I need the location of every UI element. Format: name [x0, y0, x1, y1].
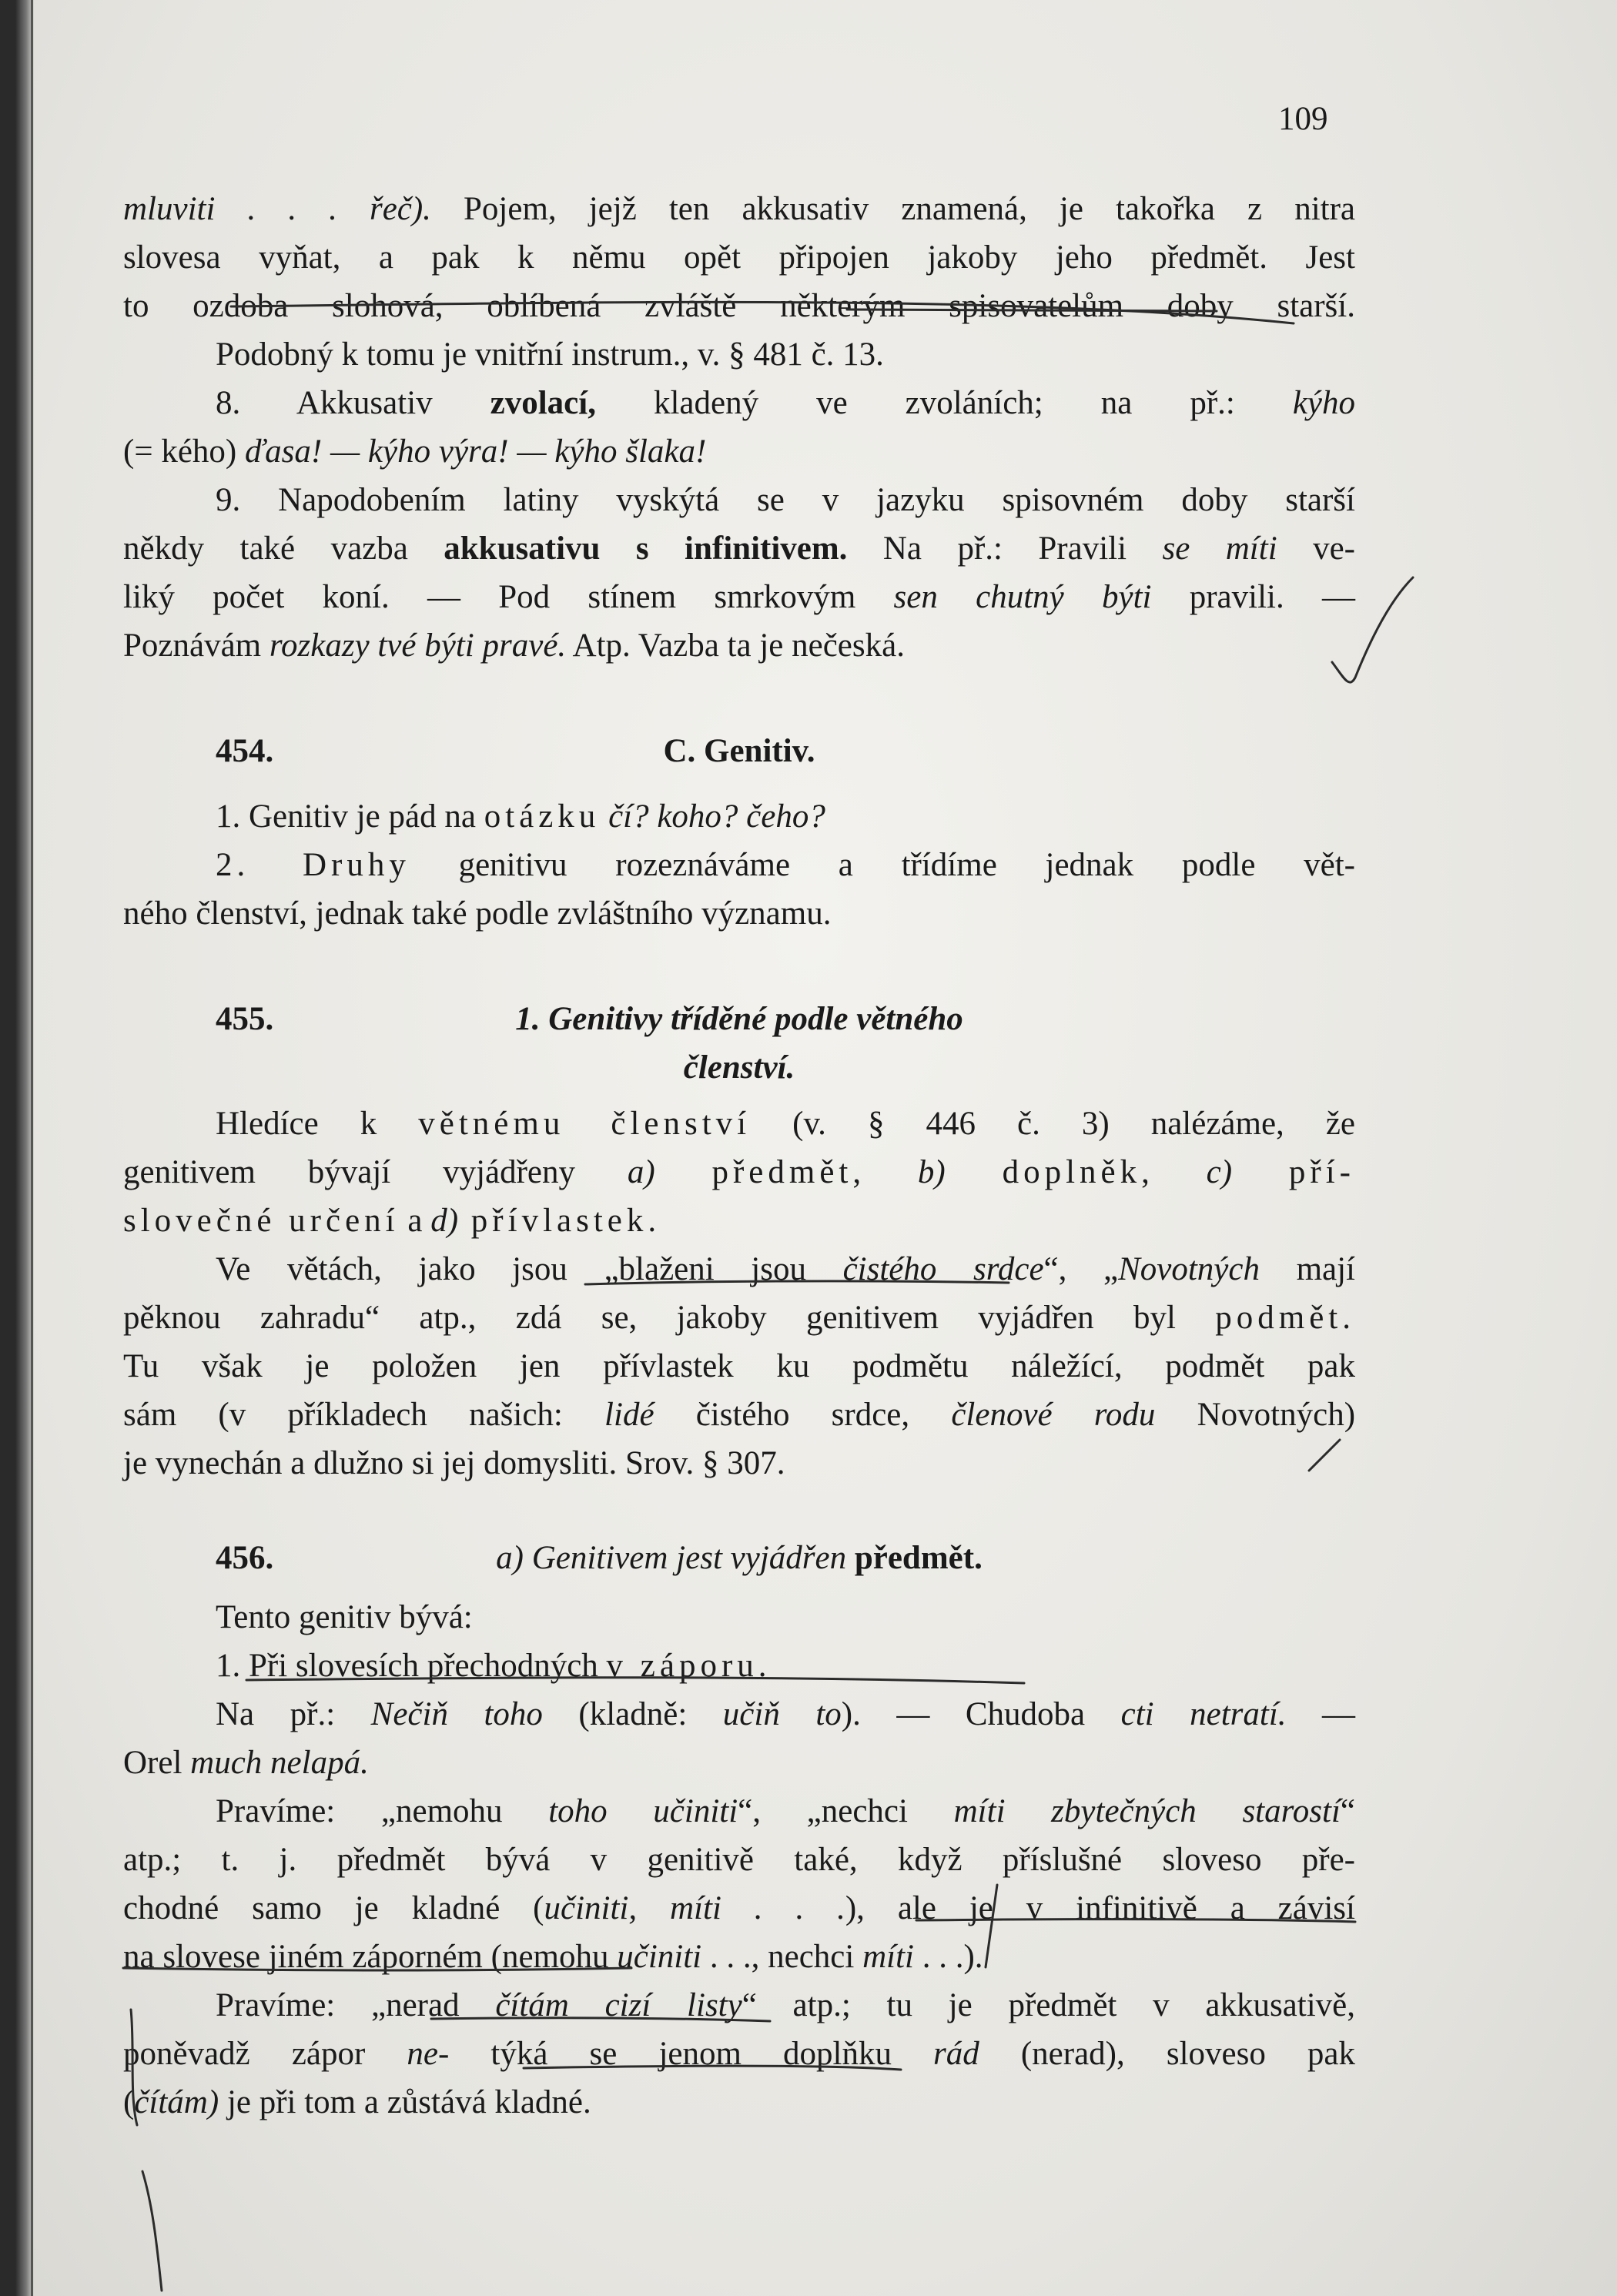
span: Hledíce k [216, 1106, 419, 1142]
section-454-heading [123, 727, 1355, 775]
span: cti netratí. [1120, 1696, 1287, 1732]
span: větnému členství [418, 1106, 752, 1142]
span: genitivem bývají vyjádřeny [123, 1154, 628, 1190]
section-455-paragraph-2-line-1 [123, 1245, 1355, 1294]
section-title [123, 1534, 1355, 1582]
span: (kladně: [542, 1696, 723, 1732]
span: učiniti [617, 1939, 702, 1975]
section-454-paragraph-2-line-2: ného členství, jednak také podle zvláštního významu. [123, 895, 832, 932]
span: předmět. [854, 1540, 983, 1576]
paragraph-4-line-3 [123, 573, 1355, 621]
section-number: 456. [216, 1540, 274, 1576]
span: někdy také vazba [123, 530, 444, 567]
span: Pravíme: „nemohu [216, 1793, 549, 1829]
span: míti [862, 1939, 914, 1975]
span: je při tom a zůstává kladné. [219, 2084, 591, 2120]
section-title-line-2: členství. [683, 1049, 795, 1086]
section-title: C. Genitiv. [663, 733, 815, 769]
page-number: 109 [1278, 101, 1328, 137]
margin-mark [142, 2171, 162, 2291]
span: ve- [1277, 530, 1355, 567]
span: pří- [1232, 1154, 1355, 1190]
span: rád [933, 2036, 979, 2072]
span: mluviti . . . řeč). [123, 191, 431, 227]
span: lidé [604, 1397, 654, 1433]
span: otázku [484, 798, 601, 835]
span: ), ale je v infinitivě a závisí [845, 1890, 1355, 1926]
span: 1. Genitiv je pád na [216, 798, 484, 835]
span: kýho [1292, 385, 1355, 421]
span: (= kého) [123, 433, 245, 470]
paragraph-3-line-2 [123, 427, 1355, 476]
span: učiň to [722, 1696, 842, 1732]
span: na slovese jiném záporném (nemohu [123, 1939, 618, 1975]
section-455-paragraph-2-line-4 [123, 1391, 1355, 1439]
span: Novotných) [1155, 1397, 1356, 1433]
span: Novotných [1118, 1251, 1260, 1287]
span: doplněk, [945, 1154, 1154, 1190]
paragraph-4-line-4 [123, 621, 1355, 670]
section-455-heading [123, 995, 1355, 1043]
paragraph-4-line-1: 9. Napodobením latiny vyskýtá se v jazyku spisovném doby starší [216, 482, 1355, 518]
span: genitivu rozeznáváme a třídíme jednak podle vět- [410, 847, 1355, 883]
section-number: 455. [216, 1001, 274, 1037]
paragraph-1-line-3: to ozdoba slohová, oblíbená zvláště některým spisovatelům doby starší. [123, 288, 1355, 324]
span: akkusativu s infinitivem. [444, 530, 848, 567]
span: zvolací, [490, 385, 596, 421]
span: “, „nechci [738, 1793, 954, 1829]
span: “ [1340, 1793, 1355, 1829]
span: a) Genitivem jest vyjádřen [496, 1540, 855, 1576]
span: podmět. [1215, 1300, 1355, 1336]
section-455-heading-line-2 [123, 1043, 1355, 1092]
span: Orel [123, 1745, 191, 1781]
span: 2. Druhy [216, 847, 410, 883]
section-456-point-1 [123, 1642, 1355, 1690]
section-454-paragraph-2-line-1 [123, 841, 1355, 889]
span: “ atp.; tu je předmět v akkusativě, [742, 1987, 1356, 2023]
span: Poznávám [123, 628, 270, 664]
section-456-paragraph-3-line-3 [123, 1884, 1355, 1933]
paragraph-1-line-2: slovesa vyňat, a pak k němu opět připojen jakoby jeho předmět. Jest [123, 239, 1355, 276]
section-455-paragraph-1-line-3 [123, 1197, 1355, 1245]
paragraph-1-line-1 [123, 185, 1355, 233]
body-text [123, 185, 1355, 2127]
span: sen chutný býti [893, 579, 1152, 615]
span: čí? koho? čeho? [600, 798, 825, 835]
span: Nečiň toho [370, 1696, 543, 1732]
span: b) [865, 1154, 946, 1190]
span: mají [1259, 1251, 1355, 1287]
span: . . ., nechci [701, 1939, 863, 1975]
section-456-paragraph-4-line-1 [123, 1981, 1355, 2030]
section-456-paragraph-3-line-4 [123, 1933, 1355, 1981]
span: “, „ [1043, 1251, 1119, 1287]
section-455-paragraph-2-line-3: Tu však je položen jen přívlastek ku podmětu náležící, podmět pak [123, 1348, 1355, 1384]
paragraph-2: Podobný k tomu je vnitřní instrum., v. § 481 č. 13. [216, 336, 884, 373]
span: pěknou zahradu“ atp., zdá se, jakoby genitivem vyjádřen byl [123, 1300, 1216, 1336]
section-454-paragraph-1 [123, 792, 1355, 841]
span: d) [430, 1203, 459, 1239]
span: ne- [407, 2036, 450, 2072]
section-456-heading [123, 1534, 1355, 1582]
section-number: 454. [216, 733, 274, 769]
span: a) [627, 1154, 655, 1190]
span: Na př.: [216, 1696, 371, 1732]
paragraph-4-line-2 [123, 524, 1355, 573]
span: v záporu. [606, 1648, 772, 1684]
section-456-paragraph-4-line-2 [123, 2030, 1355, 2078]
span: (v. § 446 č. 3) nalézáme, že [751, 1106, 1355, 1142]
span: učiniti, míti . . . [544, 1890, 845, 1926]
section-455-paragraph-1-line-1 [123, 1099, 1355, 1148]
section-456-examples-line-2 [123, 1739, 1355, 1787]
section-456-examples-line-1 [123, 1690, 1355, 1739]
span: rozkazy tvé býti pravé. [269, 628, 567, 664]
span: Pravíme: „nerad [216, 1987, 496, 2023]
span: se míti [1162, 530, 1277, 567]
span: 8. Akkusativ [216, 385, 490, 421]
section-456-paragraph-3-line-1 [123, 1787, 1355, 1836]
section-455-paragraph-2-line-2 [123, 1294, 1355, 1342]
section-456-paragraph-3-line-2: atp.; t. j. předmět bývá v genitivě také, když příslušné sloveso pře- [123, 1842, 1355, 1878]
span: ). — Chudoba [841, 1696, 1121, 1732]
span: 1. Při slovesích přechodných [216, 1648, 607, 1684]
section-title-line-1: 1. Genitivy tříděné podle větného [515, 1001, 963, 1037]
span: předmět, [654, 1154, 866, 1190]
span: týká se jenom doplňku [449, 2036, 934, 2072]
span: Atp. Vazba ta je nečeská. [566, 628, 905, 664]
span: liký počet koní. — Pod stínem smrkovým [123, 579, 894, 615]
span: Ve větách, jako jsou „blaženi jsou [216, 1251, 843, 1287]
span: přívlastek. [458, 1203, 661, 1239]
span: ďasa! — kýho výra! — kýho šlaka! [244, 433, 707, 470]
span: ( [123, 2084, 135, 2120]
span: členové rodu [951, 1397, 1156, 1433]
span: sám (v příkladech našich: [123, 1397, 605, 1433]
span: (nerad), sloveso pak [979, 2036, 1356, 2072]
section-455-paragraph-2-line-5: je vynechán a dlužno si jej domysliti. Srov. § 307. [123, 1445, 785, 1481]
span: . . .). [913, 1939, 983, 1975]
span: čistého srdce [842, 1251, 1044, 1287]
section-456-paragraph-4-line-3 [123, 2078, 1355, 2127]
span: c) [1153, 1154, 1233, 1190]
span: — [1286, 1696, 1356, 1732]
span: míti zbytečných starostí [953, 1793, 1341, 1829]
span: slovečné určení [123, 1203, 400, 1239]
span: toho učiniti [548, 1793, 738, 1829]
span: kladený ve zvoláních; na př.: [595, 385, 1293, 421]
span: pravili. — [1151, 579, 1355, 615]
span: poněvadž zápor [123, 2036, 407, 2072]
section-456-intro: Tento genitiv bývá: [216, 1599, 473, 1635]
span: čítám cizí listy [495, 1987, 742, 2023]
span: Pojem, jejž ten akkusativ znamená, je takořka z nitra [430, 191, 1355, 227]
span: chodné samo je kladné ( [123, 1890, 544, 1926]
span: čítám) [134, 2084, 219, 2120]
section-455-paragraph-1-line-2 [123, 1148, 1355, 1197]
span: much nelapá. [190, 1745, 369, 1781]
book-spine-edge [0, 0, 34, 2296]
span: čistého srdce, [654, 1397, 952, 1433]
paragraph-3-line-1 [123, 379, 1355, 427]
span: Na př.: Pravili [847, 530, 1163, 567]
span: a [399, 1203, 431, 1239]
